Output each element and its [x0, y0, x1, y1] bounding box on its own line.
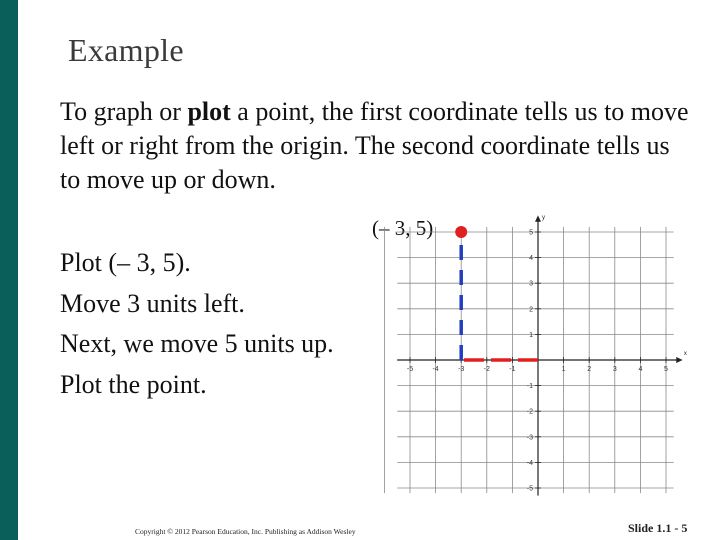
- slide-title: Example: [68, 32, 184, 68]
- x-axis-label: x: [683, 351, 687, 357]
- x-tick-label: -4: [432, 366, 439, 373]
- y-tick-label: 5: [529, 229, 533, 237]
- y-tick-label: 4: [529, 255, 533, 263]
- x-axis-arrow: [676, 357, 682, 363]
- footer-copyright: Copyright © 2012 Pearson Education, Inc. Publishing as Addison Wesley: [135, 527, 356, 536]
- y-tick-label: 3: [529, 280, 533, 288]
- y-tick-label: -1: [526, 383, 533, 391]
- slide-number: Slide 1.1 - 5: [628, 521, 688, 535]
- x-tick-label: -2: [483, 366, 490, 373]
- y-tick-label: 1: [529, 331, 533, 339]
- y-axis-label: y: [542, 215, 545, 222]
- step-item: Move 3 units left.: [60, 288, 245, 318]
- step-item: Next, we move 5 units up.: [60, 329, 334, 358]
- y-tick-label: 2: [529, 306, 533, 314]
- bold-term: plot: [187, 97, 231, 126]
- x-tick-label: 5: [664, 366, 668, 373]
- body-text: To graph or plot a point, the first coordinate tells us to move left or right from the origin. The second coordinate tells us to move up or down.: [60, 97, 689, 194]
- y-tick-label: -5: [526, 485, 533, 493]
- x-tick-label: 4: [638, 366, 643, 373]
- x-tick-label: -1: [509, 366, 516, 373]
- step-item: Plot the point.: [60, 369, 207, 399]
- y-tick-label: -3: [526, 434, 533, 442]
- point-label: (– 3, 5): [372, 216, 434, 240]
- x-tick-label: 1: [561, 366, 566, 373]
- plotted-point: [455, 226, 467, 238]
- y-tick-label: -2: [526, 408, 533, 416]
- x-tick-label: -5: [406, 366, 414, 373]
- step-item: Plot (– 3, 5).: [60, 248, 191, 277]
- y-tick-label: -4: [526, 459, 533, 467]
- y-axis-arrow: [535, 215, 541, 221]
- x-tick-label: 3: [612, 366, 617, 373]
- x-tick-label: -3: [458, 366, 465, 373]
- x-tick-label: 2: [587, 366, 592, 373]
